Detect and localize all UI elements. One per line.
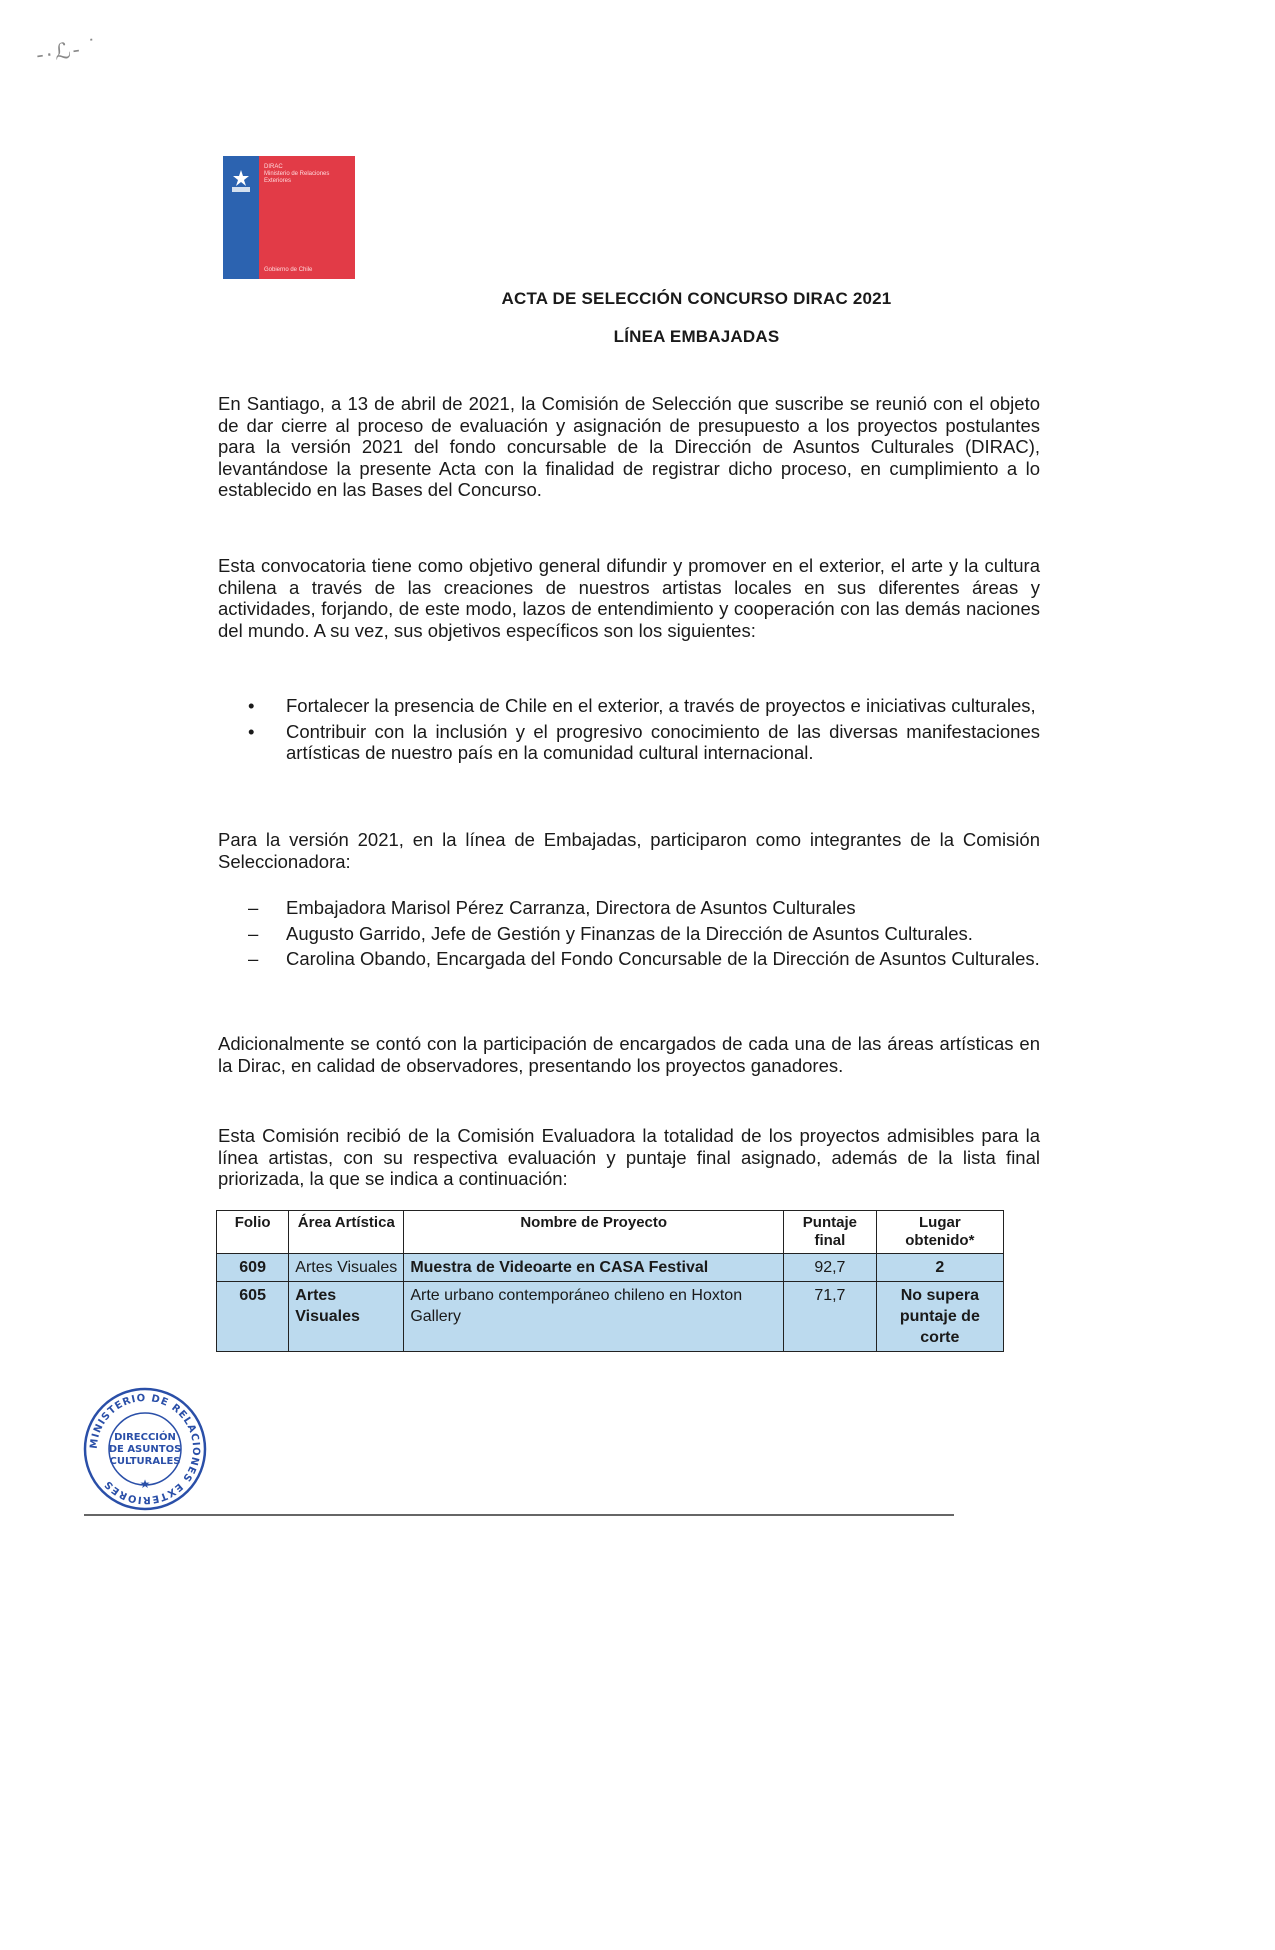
header-place: Lugar obtenido*: [876, 1211, 1003, 1254]
cell-area: Artes Visuales: [289, 1254, 404, 1282]
stamp-seal-icon: [80, 1384, 210, 1514]
header-area: Área Artística: [289, 1211, 404, 1254]
header-score: Puntaje final: [784, 1211, 877, 1254]
dash-icon: –: [248, 948, 259, 969]
intro-paragraph: En Santiago, a 13 de abril de 2021, la Comisión de Selección que suscribe se reunió con el objeto de dar cierre al proceso de evaluación y asignación de presupuesto a los proyectos postulantes para la versión 2021 del fondo concursable de la Dirección de Asuntos Culturales (DIRAC), levantándose la presente Acta con la finalidad de registrar dicho proceso, en cumplimiento a lo establecido en las Bases del Concurso.: [218, 393, 1040, 500]
member-text: Carolina Obando, Encargada del Fondo Concursable de la Dirección de Asuntos Culturales.: [286, 948, 1040, 969]
objective-text: Contribuir con la inclusión y el progresivo conocimiento de las diversas manifestaciones artísticas de nuestro país en la comunidad cultural internacional.: [286, 720, 1040, 763]
table-header-row: [217, 1211, 1004, 1254]
dash-icon: –: [248, 897, 259, 918]
list-item: [248, 695, 1040, 717]
members-list: [248, 897, 1040, 974]
cell-score: 92,7: [784, 1254, 877, 1282]
logo-org-text: [264, 164, 355, 185]
logo-blue-band: [223, 156, 259, 279]
member-text: Augusto Garrido, Jefe de Gestión y Finanzas de la Dirección de Asuntos Culturales.: [286, 922, 973, 944]
svg-text:CULTURALES: CULTURALES: [109, 1456, 181, 1467]
svg-text:★: ★: [139, 1477, 151, 1491]
objective-paragraph: Esta convocatoria tiene como objetivo general difundir y promover en el exterior, el arte y la cultura chilena a través de las creaciones de nuestros artistas locales en sus diferentes áreas y actividades, forjando, de este modo, lazos de entendimiento y cooperación con las demás naciones del mundo. A su vez, sus objetivos específicos son los siguientes:: [218, 555, 1040, 641]
logo-red-band: [259, 156, 355, 279]
cell-name: Arte urbano contemporáneo chileno en Hoxton Gallery: [404, 1282, 784, 1352]
cell-folio: 609: [217, 1254, 289, 1282]
list-item: [248, 897, 1040, 919]
svg-text:DIRECCIÓN: DIRECCIÓN: [114, 1432, 176, 1443]
official-stamp: [80, 1384, 210, 1514]
bullet-icon: •: [248, 720, 255, 742]
cell-place: No supera puntaje de corte: [876, 1282, 1003, 1352]
cell-folio: 605: [217, 1282, 289, 1352]
objectives-list: [248, 695, 1040, 768]
results-intro-paragraph: Esta Comisión recibió de la Comisión Evaluadora la totalidad de los proyectos admisibles para la línea artistas, con su respectiva evaluación y puntaje final asignado, además de la lista final priorizada, la que se indica a continuación:: [218, 1125, 1040, 1189]
logo-subtitle: Ministerio de Relaciones Exteriores: [264, 171, 330, 184]
logo-footer: Gobierno de Chile: [264, 267, 313, 273]
table-row: [217, 1282, 1004, 1352]
list-item: [248, 721, 1040, 764]
cell-name: Muestra de Videoarte en CASA Festival: [404, 1254, 784, 1282]
svg-text:MINISTERIO DE RELACIONES EXTER: MINISTERIO DE RELACIONES EXTERIORES: [88, 1392, 202, 1506]
results-table: [216, 1210, 1004, 1352]
list-item: [248, 948, 1040, 970]
logo-org: DIRAC: [264, 164, 283, 170]
table-row: [217, 1254, 1004, 1282]
bullet-icon: •: [248, 695, 255, 716]
divider: [84, 1514, 954, 1516]
cell-area: Artes Visuales: [289, 1282, 404, 1352]
header-folio: Folio: [217, 1211, 289, 1254]
member-text: Embajadora Marisol Pérez Carranza, Directora de Asuntos Culturales: [286, 897, 856, 918]
coat-of-arms-icon: [226, 168, 256, 196]
cell-place: 2: [876, 1254, 1003, 1282]
document-title: ACTA DE SELECCIÓN CONCURSO DIRAC 2021: [501, 289, 892, 308]
list-item: [248, 923, 1040, 945]
cell-score: 71,7: [784, 1282, 877, 1352]
objective-text: Fortalecer la presencia de Chile en el exterior, a través de proyectos e iniciativas culturales,: [286, 695, 1036, 716]
observers-paragraph: Adicionalmente se contó con la participación de encargados de cada una de las áreas artísticas en la Dirac, en calidad de observadores, presentando los proyectos ganadores.: [218, 1033, 1040, 1076]
document-subtitle: LÍNEA EMBAJADAS: [613, 327, 780, 346]
scan-artifact: -·ℒ- ˙: [34, 33, 101, 68]
header-name: Nombre de Proyecto: [404, 1211, 784, 1254]
dash-icon: –: [248, 922, 259, 944]
commission-paragraph: Para la versión 2021, en la línea de Embajadas, participaron como integrantes de la Comisión Seleccionadora:: [218, 829, 1040, 872]
svg-text:DE ASUNTOS: DE ASUNTOS: [108, 1444, 182, 1455]
dirac-logo: [223, 156, 355, 279]
